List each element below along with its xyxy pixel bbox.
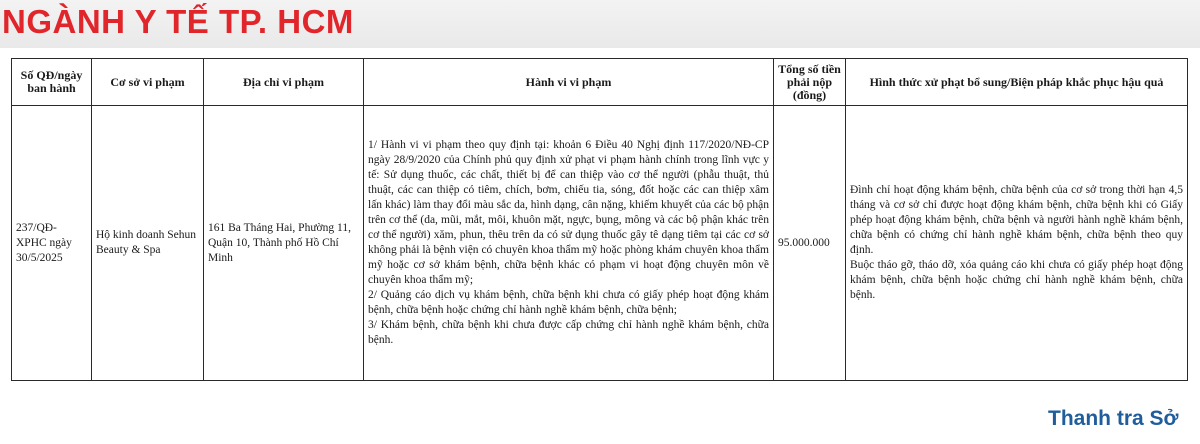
measure-item: Buộc tháo gỡ, tháo dỡ, xóa quảng cáo khi chưa có giấy phép hoạt động khám bệnh, chữa bệnh hoặc chứng chỉ hành nghề khám bệnh, chữa bệnh.: [850, 259, 1183, 301]
col-header-facility: Cơ sở vi phạm: [92, 59, 204, 106]
measure-item: Đình chỉ hoạt động khám bệnh, chữa bệnh của cơ sở trong thời hạn 4,5 tháng và cơ sở chỉ được hoạt động khám bệnh, chữa bệnh khi có Giấy phép hoạt động khám bệnh, chữa bệnh và người hành nghề khám bệnh, chữa bệnh có chứng chỉ hành nghề khám bệnh, chữa bệnh theo quy định.: [850, 184, 1183, 256]
footer-brand: Thanh tra Sở: [1048, 407, 1179, 430]
table-header-row: [12, 59, 1188, 106]
violation-item: 3/ Khám bệnh, chữa bệnh khi chưa được cấp chứng chỉ hành nghề khám bệnh, chữa bệnh.: [368, 319, 769, 346]
cell-amount: 95.000.000: [774, 106, 846, 381]
col-header-address: Địa chỉ vi phạm: [204, 59, 364, 106]
col-header-decision: Số QĐ/ngày ban hành: [12, 59, 92, 106]
cell-address: 161 Ba Tháng Hai, Phường 11, Quận 10, Thành phố Hồ Chí Minh: [204, 106, 364, 381]
cell-facility: Hộ kinh doanh Sehun Beauty & Spa: [92, 106, 204, 381]
col-header-amount: Tổng số tiền phải nộp (đồng): [774, 59, 846, 106]
table-row: [12, 106, 1188, 381]
violation-item: 1/ Hành vi vi phạm theo quy định tại: khoản 6 Điều 40 Nghị định 117/2020/NĐ-CP ngày 28/9/2020 của Chính phủ quy định xử phạt vi phạm hành chính trong lĩnh vực y tế: Sử dụng thuốc, các chất, thiết bị để can thiệp vào cơ thể người (phẫu thuật, thủ thuật, các can thiệp có tiêm, chích, bơm, chiếu tia, sóng, đốt hoặc các can thiệp xâm lấn khác) làm thay đổi màu sắc da, hình dạng, cân nặng, khiếm khuyết của các bộ phận trên cơ thể (da, mũi, mắt, môi, khuôn mặt, ngực, bụng, mông và các bộ phận khác trên cơ thể người) xăm, phun, thêu trên da có sử dụng thuốc gây tê dạng tiêm tại các cơ sở không phải là bệnh viện có chuyên khoa thẩm mỹ hoặc phòng khám chuyên khoa thẩm mỹ hoặc cơ sở khám bệnh, chữa bệnh khác có phạm vi hoạt động chuyên môn về chuyên khoa thẩm mỹ;: [368, 139, 769, 286]
cell-violations: [364, 106, 774, 381]
cell-measures: [846, 106, 1188, 381]
col-header-measures: Hình thức xử phạt bổ sung/Biện pháp khắc phục hậu quả: [846, 59, 1188, 106]
violation-item: 2/ Quảng cáo dịch vụ khám bệnh, chữa bệnh khi chưa có giấy phép hoạt động khám bệnh, chữa bệnh hoặc chứng chỉ hành nghề khám bệnh, chữa bệnh;: [368, 289, 769, 316]
penalty-table: [11, 58, 1188, 381]
col-header-violations: Hành vi vi phạm: [364, 59, 774, 106]
header-banner: [0, 0, 1200, 48]
banner-title: NGÀNH Y TẾ TP. HCM: [2, 3, 354, 40]
cell-decision: 237/QĐ-XPHC ngày 30/5/2025: [12, 106, 92, 381]
